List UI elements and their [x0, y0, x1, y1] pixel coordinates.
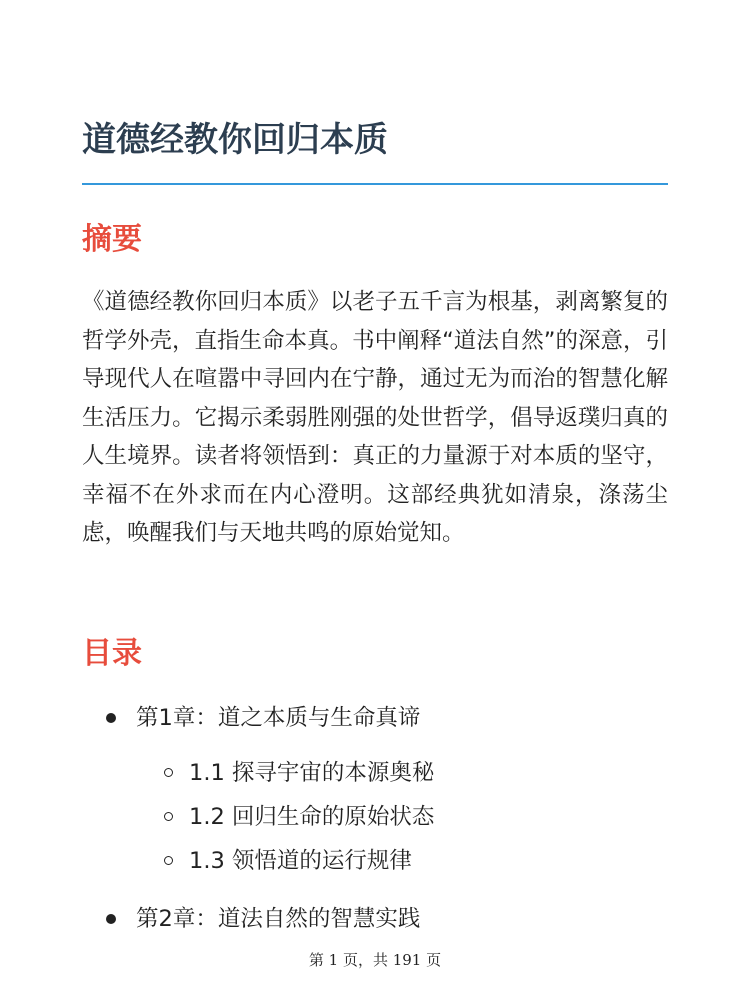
summary-paragraph: 《道德经教你回归本质》以老子五千言为根基，剥离繁复的哲学外壳，直指生命本真。书中阐释“道法自然”的深意，引导现代人在喧嚣中寻回内在宁静，通过无为而治的智慧化解生活压力。它揭示柔弱胜刚强的处世哲学，倡导返璞归真的人生境界。读者将领悟到：真正的力量源于对本质的坚守，幸福不在外求而在内心澄明。这部经典犹如清泉，涤荡尘虑，唤醒我们与天地共鸣的原始觉知。 — [82, 289, 668, 546]
page-number-footer: 第 1 页，共 191 页 — [308, 951, 442, 969]
bullet-icon — [106, 713, 116, 723]
title-divider — [82, 183, 668, 185]
summary-heading: 摘要 — [82, 222, 142, 257]
toc-section-label: 1.1 探寻宇宙的本源奥秘 — [189, 760, 435, 786]
page-title: 道德经教你回归本质 — [82, 120, 388, 160]
toc-heading: 目录 — [82, 636, 142, 671]
toc-section-label: 1.3 领悟道的运行规律 — [189, 848, 412, 874]
toc-chapter-label: 第2章：道法自然的智慧实践 — [136, 906, 421, 932]
bullet-icon — [106, 914, 116, 924]
toc-section-label: 1.2 回归生命的原始状态 — [189, 804, 435, 830]
circle-bullet-icon — [164, 812, 173, 821]
document-page — [82, 0, 668, 1000]
circle-bullet-icon — [164, 856, 173, 865]
toc-chapter-label: 第1章：道之本质与生命真谛 — [136, 705, 421, 731]
circle-bullet-icon — [164, 768, 173, 777]
